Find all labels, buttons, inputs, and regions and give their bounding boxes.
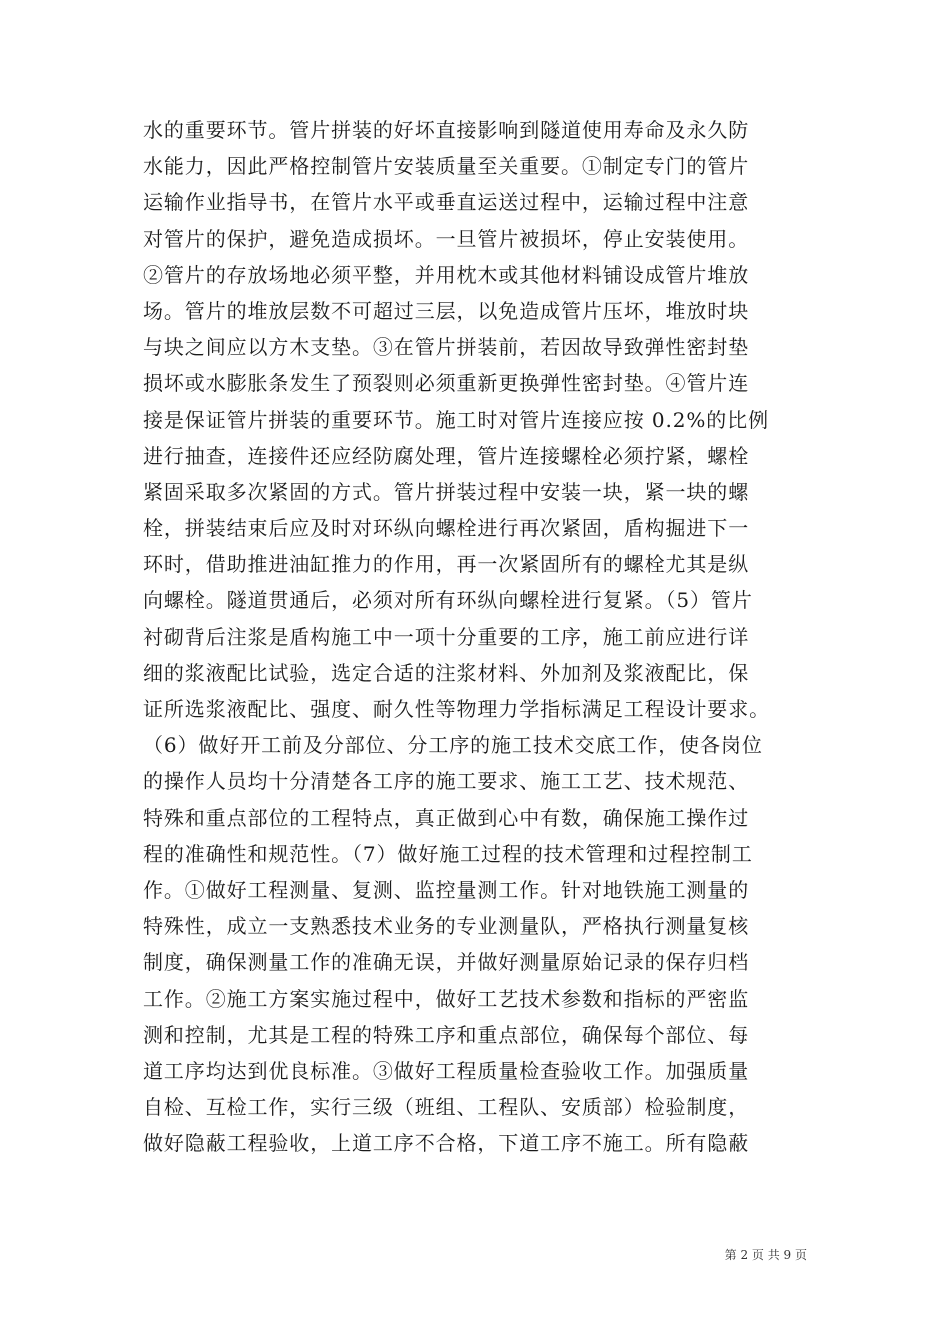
- body-line: （6）做好开工前及分部位、分工序的施工技术交底工作，使各岗位: [143, 733, 763, 758]
- page-number-footer: 第 2 页 共 9 页: [724, 1248, 807, 1262]
- body-line: 特殊和重点部位的工程特点，真正做到心中有数，确保施工操作过: [143, 805, 750, 830]
- body-line: 损坏或水膨胀条发生了预裂则必须重新更换弹性密封垫。④管片连: [143, 371, 750, 396]
- body-line: 测和控制，尤其是工程的特殊工序和重点部位，确保每个部位、每: [143, 1022, 750, 1047]
- body-line: 制度，确保测量工作的准确无误，并做好测量原始记录的保存归档: [143, 950, 750, 975]
- body-line: 进行抽查，连接件还应经防腐处理，管片连接螺栓必须拧紧，螺栓: [143, 443, 750, 468]
- body-line: 场。管片的堆放层数不可超过三层，以免造成管片压坏，堆放时块: [143, 298, 750, 323]
- body-line: 栓，拼装结束后应及时对环纵向螺栓进行再次紧固，盾构掘进下一: [143, 516, 750, 541]
- document-body: [143, 112, 823, 1161]
- body-line: 的操作人员均十分清楚各工序的施工要求、施工工艺、技术规范、: [143, 769, 750, 794]
- body-line: 紧固采取多次紧固的方式。管片拼装过程中安装一块，紧一块的螺: [143, 479, 750, 504]
- body-line: 接是保证管片拼装的重要环节。施工时对管片连接应按 0.2%的比例: [143, 407, 769, 432]
- body-line: 向螺栓。隧道贯通后，必须对所有环纵向螺栓进行复紧。（5）管片: [143, 588, 753, 613]
- body-line: 做好隐蔽工程验收，上道工序不合格，下道工序不施工。所有隐蔽: [143, 1131, 750, 1156]
- body-line: 对管片的保护，避免造成损坏。一旦管片被损坏，停止安装使用。: [143, 226, 750, 251]
- body-line: ②管片的存放场地必须平整，并用枕木或其他材料铺设成管片堆放: [143, 262, 750, 287]
- body-line: 证所选浆液配比、强度、耐久性等物理力学指标满足工程设计要求。: [143, 697, 770, 721]
- body-line: 道工序均达到优良标准。③做好工程质量检查验收工作。加强质量: [143, 1058, 750, 1083]
- body-line: 自检、互检工作，实行三级（班组、工程队、安质部）检验制度，: [143, 1095, 750, 1120]
- body-line: 工作。②施工方案实施过程中，做好工艺技术参数和指标的严密监: [143, 986, 750, 1011]
- body-line: 细的浆液配比试验，选定合适的注浆材料、外加剂及浆液配比，保: [143, 660, 750, 685]
- body-line: 衬砌背后注浆是盾构施工中一项十分重要的工序，施工前应进行详: [143, 624, 750, 649]
- body-line: 水能力，因此严格控制管片安装质量至关重要。①制定专门的管片: [143, 154, 750, 179]
- body-line: 运输作业指导书，在管片水平或垂直运送过程中，运输过程中注意: [143, 190, 750, 215]
- body-line: 水的重要环节。管片拼装的好坏直接影响到隧道使用寿命及永久防: [143, 118, 750, 142]
- body-line: 环时，借助推进油缸推力的作用，再一次紧固所有的螺栓尤其是纵: [143, 552, 750, 577]
- body-line: 作。①做好工程测量、复测、监控量测工作。针对地铁施工测量的: [143, 877, 750, 902]
- body-line: 与块之间应以方木支垫。③在管片拼装前，若因故导致弹性密封垫: [143, 335, 750, 360]
- body-line: 特殊性，成立一支熟悉技术业务的专业测量队，严格执行测量复核: [143, 914, 750, 939]
- body-line: 程的准确性和规范性。（7）做好施工过程的技术管理和过程控制工: [143, 841, 753, 866]
